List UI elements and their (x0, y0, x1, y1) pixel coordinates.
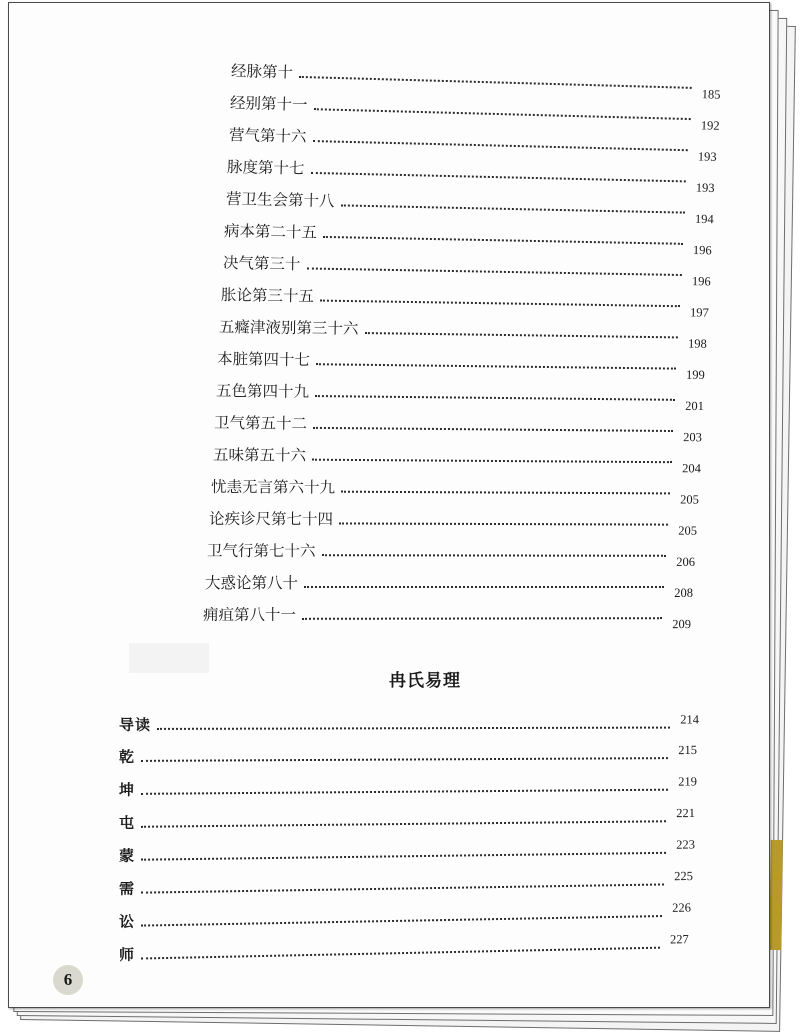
toc-entry-page: 201 (685, 398, 704, 414)
toc-entry-title: 脉度第十七 (226, 158, 305, 178)
toc-entry-title: 蒙 (118, 846, 136, 865)
section-toc-entry[interactable] (119, 929, 689, 965)
toc-entry-page: 205 (680, 492, 699, 507)
toc-entry[interactable] (213, 413, 702, 445)
toc-entry[interactable] (208, 509, 697, 538)
toc-entry[interactable] (216, 349, 705, 382)
dot-leader (339, 522, 668, 525)
toc-entry-title: 大惑论第八十 (205, 574, 299, 592)
toc-entry-page: 209 (672, 617, 692, 632)
toc-entry-title: 需 (118, 879, 136, 898)
toc-entry[interactable] (205, 573, 693, 600)
toc-entry-title: 坤 (118, 780, 136, 799)
toc-entry-page: 193 (697, 149, 717, 164)
section-toc-entry[interactable] (119, 771, 697, 800)
book-page (8, 2, 770, 1008)
section-toc-entry[interactable] (119, 709, 699, 735)
dot-leader (323, 236, 683, 245)
toc-entry[interactable] (202, 604, 692, 632)
dot-leader (313, 427, 673, 432)
toc-entry-page: 203 (683, 430, 702, 445)
toc-entry-page: 225 (674, 868, 694, 884)
toc-entry-title: 忧恚无言第六十九 (210, 478, 336, 497)
toc-entry-page: 198 (687, 336, 707, 351)
toc-entry-page: 197 (689, 305, 709, 320)
toc-entry-page: 196 (691, 274, 711, 289)
toc-entry-page: 223 (676, 837, 696, 852)
dot-leader (341, 491, 670, 495)
toc-entry-title: 病本第二十五 (223, 222, 318, 242)
toc-entry-page: 219 (678, 774, 698, 789)
dot-leader (304, 586, 664, 588)
toc-entry-title: 经别第十一 (229, 94, 308, 115)
toc-entry-page: 215 (678, 742, 698, 758)
toc-entry-title: 讼 (118, 912, 136, 931)
toc-entry-title: 经脉第十 (230, 62, 294, 82)
toc-entry[interactable] (212, 445, 701, 476)
dot-leader (141, 883, 664, 893)
dot-leader (141, 947, 660, 960)
section-toc-entry[interactable] (119, 803, 695, 833)
dot-leader (320, 300, 680, 308)
page-number: 6 (53, 965, 83, 995)
toc-entry-title: 决气第三十 (222, 254, 301, 274)
dot-leader (302, 617, 662, 620)
toc-entry-page: 192 (700, 118, 720, 133)
toc-entry[interactable] (229, 93, 720, 133)
dot-leader (299, 76, 692, 89)
toc-entry-page: 194 (694, 211, 714, 227)
toc-entry-page: 193 (695, 180, 715, 196)
dot-leader (340, 204, 685, 213)
toc-entry-page: 214 (680, 712, 700, 727)
toc-entry-page: 199 (686, 367, 705, 382)
section-toc-entry[interactable] (119, 740, 697, 767)
dot-leader (364, 332, 678, 338)
toc-entry[interactable] (230, 61, 721, 102)
toc-entry-title: 导读 (118, 715, 152, 734)
toc-entry-page: 185 (701, 87, 721, 102)
dot-leader (141, 852, 666, 861)
toc-entry-page: 208 (674, 586, 693, 600)
dot-leader (322, 554, 667, 557)
dot-leader (141, 789, 668, 795)
toc-entry[interactable] (218, 317, 707, 351)
toc-entry-title: 卫气行第七十六 (206, 542, 316, 561)
dot-leader (316, 363, 676, 369)
book-edge-gold (769, 840, 783, 950)
dot-leader (315, 395, 675, 401)
toc-entry-title: 屯 (118, 813, 136, 832)
toc-entry[interactable] (223, 221, 712, 258)
toc-entry[interactable] (225, 189, 714, 227)
section-toc-entry[interactable] (119, 834, 695, 866)
toc-entry[interactable] (220, 285, 709, 320)
toc-entry-page: 196 (692, 243, 712, 258)
toc-entry-title: 本脏第四十七 (216, 350, 311, 370)
dot-leader (310, 172, 686, 183)
dot-leader (312, 459, 672, 464)
toc-entry-page: 206 (676, 554, 695, 569)
toc-entry[interactable] (222, 253, 711, 289)
toc-entry-title: 营气第十六 (228, 126, 307, 146)
toc-entry-title: 师 (118, 945, 136, 964)
toc-entry-title: 卫气第五十二 (213, 414, 308, 433)
toc-entry-page: 226 (671, 900, 691, 915)
dot-leader (313, 108, 691, 120)
toc-entry[interactable] (206, 541, 695, 569)
toc-entry-page: 205 (678, 523, 697, 538)
table-of-contents (9, 3, 769, 1007)
section-toc-entry[interactable] (119, 866, 693, 899)
toc-entry-title: 痈疽第八十一 (202, 605, 297, 624)
toc-entry-title: 乾 (118, 747, 136, 766)
toc-entry-page: 204 (682, 461, 701, 476)
toc-entry[interactable] (228, 125, 717, 164)
dot-leader (141, 915, 662, 927)
toc-entry-title: 论疾诊尺第七十四 (208, 510, 334, 529)
toc-entry-page: 227 (669, 932, 689, 947)
section-toc-entry[interactable] (119, 898, 691, 932)
toc-entry[interactable] (226, 157, 715, 196)
toc-entry[interactable] (210, 477, 699, 507)
toc-entry-title: 五色第四十九 (215, 382, 310, 401)
dot-leader (141, 820, 666, 828)
dot-leader (306, 267, 682, 276)
dot-leader (141, 757, 668, 762)
dot-leader (157, 727, 670, 730)
toc-entry-page: 221 (676, 805, 696, 821)
section-heading: 冉氏易理 (389, 671, 461, 691)
toc-entry[interactable] (215, 381, 704, 414)
toc-entry-title: 五味第五十六 (212, 446, 307, 465)
toc-entry-title: 五癃津液别第三十六 (218, 318, 359, 338)
dot-leader (312, 140, 688, 151)
toc-entry-title: 胀论第三十五 (220, 286, 315, 306)
toc-entry-title: 营卫生会第十八 (225, 190, 335, 211)
